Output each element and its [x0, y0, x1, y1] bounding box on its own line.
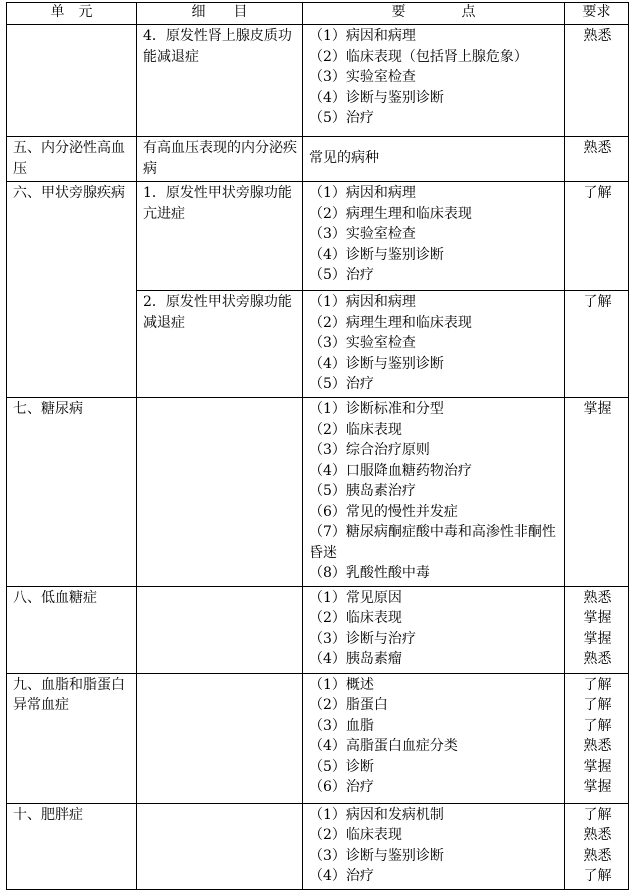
point-item: （1）概述 — [309, 676, 374, 693]
detail-cell — [137, 803, 303, 889]
point-item: （2）临床表现 — [309, 421, 402, 438]
point-item: （4）高脂蛋白血症分类 — [309, 738, 458, 754]
requirement-cell: 掌握 — [565, 398, 629, 587]
requirement-cell — [565, 673, 629, 803]
requirement-item: 熟悉 — [583, 847, 612, 864]
point-item: （4）胰岛素瘤 — [309, 651, 402, 667]
point-item: （3）诊断与治疗 — [309, 630, 416, 647]
point-item: （2）临床表现（包括肾上腺危象） — [309, 48, 528, 65]
detail-cell — [137, 673, 303, 803]
header-row — [7, 3, 629, 25]
detail-cell: 1．原发性甲状旁腺功能亢进症 — [137, 182, 303, 291]
detail-cell — [137, 398, 303, 587]
point-item: （8）乳酸性酸中毒 — [309, 565, 430, 581]
point-item: （7）糖尿病酮症酸中毒和高渗性非酮性昏迷 — [309, 524, 556, 561]
requirement-item: 熟悉 — [583, 651, 612, 667]
points-cell — [303, 673, 565, 803]
header-points: 要 点 — [303, 3, 565, 25]
table-row — [7, 803, 629, 889]
requirement-item: 了解 — [583, 868, 612, 884]
requirement-item: 掌握 — [583, 610, 612, 626]
point-item: （5）诊断 — [309, 758, 374, 775]
point-item: （3）实验室检查 — [309, 335, 416, 351]
unit-cell: 七、糖尿病 — [7, 398, 137, 587]
header-requirement: 要求 — [565, 3, 629, 25]
points-cell — [303, 137, 565, 182]
syllabus-table — [6, 2, 629, 890]
requirement-cell — [565, 586, 629, 673]
points-cell — [303, 398, 565, 587]
points-cell — [303, 586, 565, 673]
requirement-item: 掌握 — [583, 630, 612, 647]
point-item: （3）血脂 — [309, 717, 374, 734]
point-item: （4）诊断与鉴别诊断 — [309, 89, 444, 106]
requirement-cell: 了解 — [565, 291, 629, 398]
requirement-item: 掌握 — [583, 758, 612, 775]
point-item: （3）综合治疗原则 — [309, 442, 430, 458]
table-row — [7, 137, 629, 182]
table-row — [7, 673, 629, 803]
detail-cell — [137, 586, 303, 673]
requirement-item: 了解 — [583, 697, 612, 713]
point-item: （2）病理生理和临床表现 — [309, 205, 472, 222]
point-item: （1）病因和发病机制 — [309, 806, 444, 823]
detail-cell: 4．原发性肾上腺皮质功能减退症 — [137, 25, 303, 137]
unit-cell: 十、肥胖症 — [7, 803, 137, 889]
table-row — [7, 398, 629, 587]
point-item: （4）口服降血糖药物治疗 — [309, 462, 472, 479]
requirement-item: 熟悉 — [583, 589, 612, 606]
point-item: （2）临床表现 — [309, 610, 402, 626]
points-cell — [303, 291, 565, 398]
point-item: （5）治疗 — [309, 376, 374, 392]
unit-cell: 六、甲状旁腺疾病 — [7, 182, 137, 398]
table-row — [7, 25, 629, 137]
point-item: （1）病因和病理 — [309, 294, 416, 310]
detail-cell: 有高血压表现的内分泌疾病 — [137, 137, 303, 182]
requirement-item: 了解 — [583, 676, 612, 693]
table-row — [7, 182, 629, 291]
requirement-cell — [565, 803, 629, 889]
table-row — [7, 586, 629, 673]
point-item: （4）治疗 — [309, 868, 374, 884]
point-item: （6）常见的慢性并发症 — [309, 503, 458, 520]
point-item: （2）临床表现 — [309, 827, 402, 843]
requirement-item: 了解 — [583, 806, 612, 823]
point-item: 常见的病种 — [309, 150, 379, 167]
point-item: （3）实验室检查 — [309, 69, 416, 85]
requirement-cell: 熟悉 — [565, 25, 629, 137]
requirement-cell: 熟悉 — [565, 137, 629, 182]
points-cell — [303, 182, 565, 291]
point-item: （5）治疗 — [309, 267, 374, 283]
point-item: （2）病理生理和临床表现 — [309, 314, 472, 331]
unit-cell: 八、低血糖症 — [7, 586, 137, 673]
requirement-item: 熟悉 — [583, 738, 612, 754]
unit-cell: 五、内分泌性高血压 — [7, 137, 137, 182]
header-unit: 单 元 — [7, 3, 137, 25]
detail-cell: 2．原发性甲状旁腺功能减退症 — [137, 291, 303, 398]
requirement-item: 掌握 — [583, 779, 612, 795]
unit-cell — [7, 25, 137, 137]
points-cell — [303, 803, 565, 889]
points-cell — [303, 25, 565, 137]
point-item: （1）病因和病理 — [309, 28, 416, 44]
point-item: （4）诊断与鉴别诊断 — [309, 246, 444, 263]
point-item: （1）常见原因 — [309, 589, 402, 606]
point-item: （1）病因和病理 — [309, 185, 416, 201]
point-item: （3）实验室检查 — [309, 226, 416, 242]
point-item: （1）诊断标准和分型 — [309, 401, 444, 417]
unit-cell: 九、血脂和脂蛋白异常血症 — [7, 673, 137, 803]
point-item: （5）胰岛素治疗 — [309, 483, 416, 499]
requirement-item: 熟悉 — [583, 827, 612, 843]
requirement-item: 了解 — [583, 717, 612, 734]
requirement-cell: 了解 — [565, 182, 629, 291]
header-detail: 细 目 — [137, 3, 303, 25]
point-item: （5）治疗 — [309, 110, 374, 126]
point-item: （6）治疗 — [309, 779, 374, 795]
point-item: （3）诊断与鉴别诊断 — [309, 847, 444, 864]
point-item: （2）脂蛋白 — [309, 697, 388, 713]
point-item: （4）诊断与鉴别诊断 — [309, 355, 444, 372]
